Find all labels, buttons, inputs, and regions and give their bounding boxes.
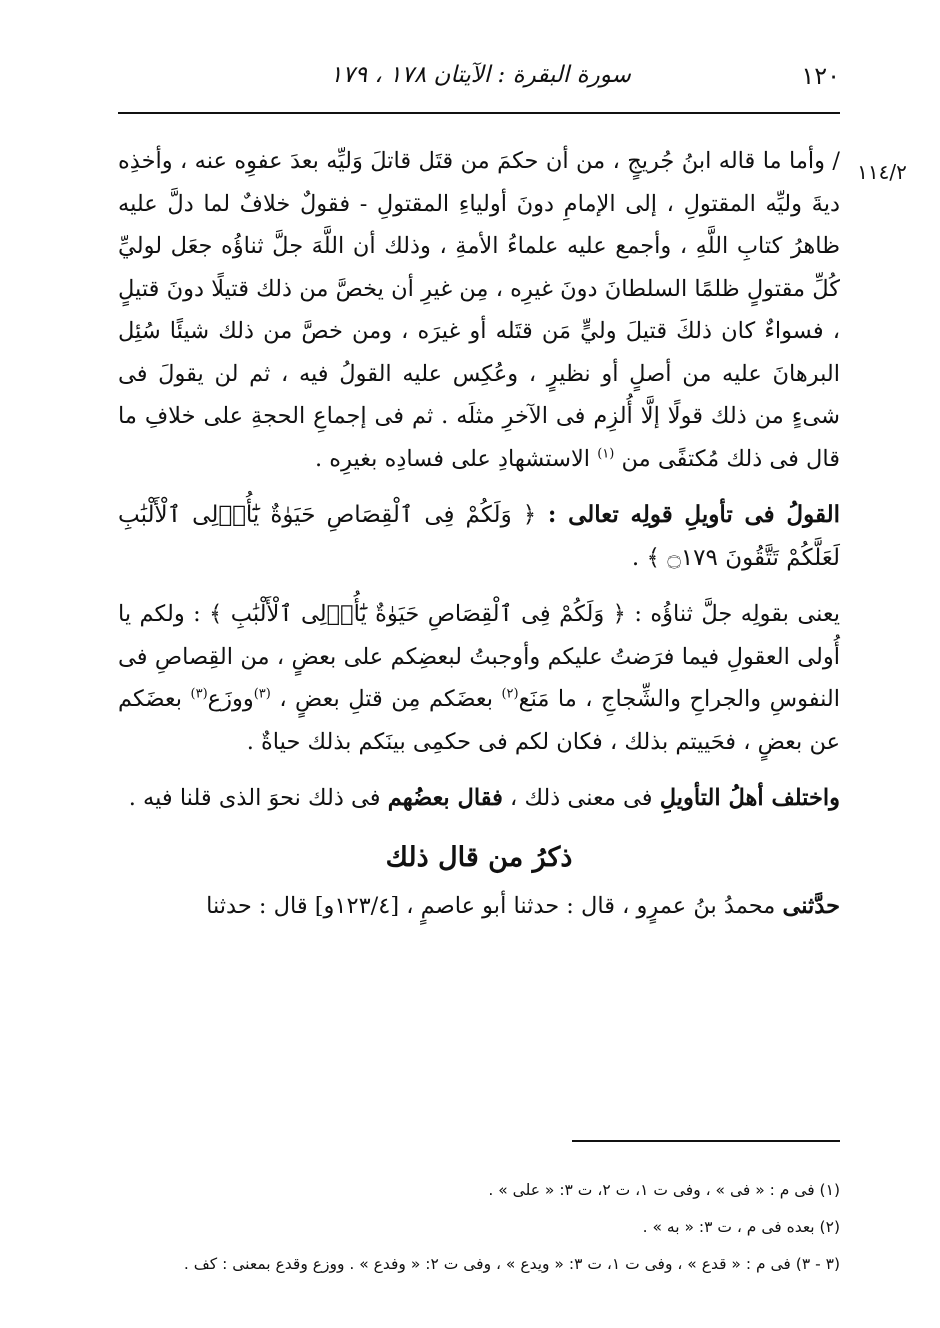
- paragraph-5-bold: حدَّثنى: [782, 892, 840, 919]
- commentary-heading-paragraph: [118, 494, 840, 579]
- footnote-3: (٣ - ٣) فى م : « قدع » ، وفى ت ١، ت ٣: « ويدع » ، وفى ت ٢: « وفدع » . ووزع وقدع بمعنى : كف .: [183, 1255, 840, 1273]
- footnotes: [118, 1172, 840, 1283]
- paragraph-1: [118, 140, 840, 480]
- paragraph-5: [118, 885, 840, 928]
- paragraph-3-text-c: ووزَع: [207, 686, 254, 712]
- footnote-marker-1: (١): [597, 446, 615, 461]
- running-header: [120, 58, 840, 98]
- page-number: ١٢٠: [801, 62, 840, 90]
- section-heading: ذكرُ من قال ذلك: [385, 841, 573, 873]
- footnote-rule: [572, 1140, 840, 1142]
- footnote-2: (٢) بعده فى م ، ت ٣: « به » .: [642, 1218, 840, 1236]
- paragraph-1-text: / وأما ما قاله ابنُ جُريجٍ ، من أن حكمَ من قتَل قاتلَ وَليِّه بعدَ عفوِه عنه ، وأخذِه ديةَ وليِّه المقتولِ ، إلى الإمامِ دونَ أولياءِ المقتولِ - فقولٌ خلافٌ لما دلَّ عليه ظاهرُ كتابِ اللَّهِ ، وأجمع عليه علماءُ الأمةِ ، وذلك أن اللَّهَ جلَّ ثناؤُه جعَل لوليِّ كُلِّ مقتولٍ ظلمًا السلطانَ دونَ غيرِه ، مِن غيرِ أن يخصَّ من ذلك قتيلًا دونَ قتيلٍ ، فسواءٌ كان ذلكَ قتيلَ وليٍّ مَن قتَله أو غيرَه ، ومن خصَّ من ذلك شيئًا سُئِل البرهانَ عليه من أصلٍ أو نظيرٍ ، وعُكِس عليه القولُ فيه ، ثم لن يقولَ فى شىءٍ من ذلك قولًا إلَّا أُلزِم فى الآخرِ مثلَه . ثم فى إجماعِ الحجةِ على خلافِ ما قال فى ذلك مُكتفًى من: [118, 148, 840, 472]
- paragraph-3-text-a: : ولكم يا أُولى العقولِ فيما فرَضتُ عليكم وأوجبتُ لبعضِكم على بعضٍ ، من القِصاصِ فى النفوسِ والجراحِ والشِّجاجِ ، ما مَنَع: [118, 601, 840, 712]
- quran-verse: ﴿ وَلَكُمْ فِى ٱلْقِصَاصِ حَيَوٰةٌ يَٰٓأُو۟لِى ٱلْأَلْبَٰبِ لَعَلَّكُمْ تَتَّقُونَ ۝١٧٩ ﴾ .: [118, 502, 840, 571]
- paragraph-1-end: الاستشهادِ على فسادِه بغيرِه .: [315, 445, 591, 472]
- paragraph-3-intro: يعنى بقولِه جلَّ ثناؤُه :: [634, 601, 841, 627]
- paragraph-3: [118, 593, 840, 763]
- footnote-marker-2: (٢): [501, 686, 519, 702]
- footnote-marker-3-close: (٣): [190, 686, 208, 702]
- paragraph-4-text-b: فى ذلك نحوَ الذى قلنا فيه .: [128, 785, 381, 811]
- paragraph-3-text-d: بعضَكم عن بعضٍ ، فحَييتم بذلك ، فكان لكم فى حكمِى بينَكم بذلك حياةٌ .: [118, 686, 840, 755]
- footnote-marker-3-open: (٣): [253, 686, 271, 702]
- commentary-heading: القولُ فى تأويلِ قولِه تعالى :: [547, 501, 840, 528]
- running-title: سورة البقرة : الآيتان ١٧٨ ، ١٧٩: [330, 62, 631, 88]
- margin-reference: ١١٤/٢: [857, 160, 907, 184]
- footnote-1: (١) فى م : « فى » ، وفى ت ١، ت ٢، ت ٣: « على » .: [488, 1181, 840, 1199]
- paragraph-4: [118, 777, 840, 820]
- paragraph-4-text-a: فى معنى ذلك ،: [510, 785, 653, 811]
- main-text: [118, 140, 840, 927]
- quran-quote: ﴿ وَلَكُمْ فِى ٱلْقِصَاصِ حَيَوٰةٌ يَٰٓأُو۟لِى ٱلْأَلْبَٰبِ ﴾: [209, 601, 626, 627]
- paragraph-4-bold-b: فقال بعضُهم: [387, 785, 503, 811]
- header-rule: [118, 112, 840, 114]
- paragraph-5-text: محمدُ بنُ عمرٍو ، قال : حدثنا أبو عاصمٍ ، [١٢٣/٤و] قال : حدثنا: [206, 892, 776, 919]
- paragraph-3-text-b: بعضَكم مِن قتلِ بعضٍ ،: [279, 686, 493, 712]
- paragraph-4-bold-a: واختلف أهلُ التأويلِ: [659, 785, 840, 811]
